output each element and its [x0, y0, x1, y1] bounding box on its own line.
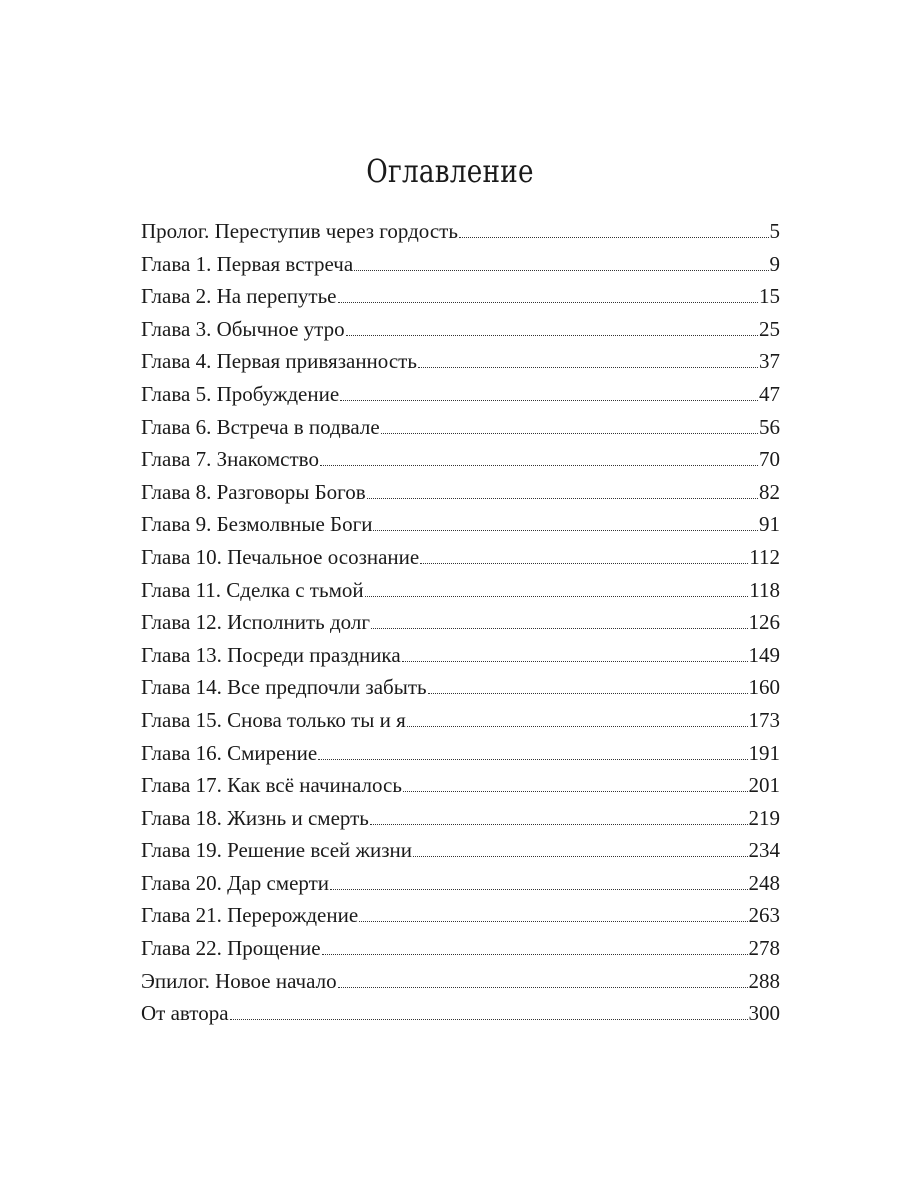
- toc-entry-title: Глава 10. Печальное осознание: [141, 544, 420, 569]
- dot-leader: [381, 433, 758, 434]
- dot-leader: [413, 856, 747, 857]
- toc-entry-title: Глава 4. Первая привязанность: [141, 349, 417, 374]
- toc-entry-title: Глава 6. Встреча в подвале: [141, 414, 380, 439]
- toc-entry-page-number: 234: [748, 838, 780, 863]
- toc-entry: [141, 512, 780, 545]
- page-title: Оглавление: [366, 152, 534, 190]
- toc-entry: [141, 447, 780, 480]
- toc-entry-page-number: 47: [759, 381, 780, 406]
- toc-entry: [141, 610, 780, 643]
- toc-entry-page-number: 56: [759, 414, 780, 439]
- toc-entry: [141, 545, 780, 578]
- toc-entry: [141, 969, 780, 1002]
- toc-entry-page-number: 25: [759, 316, 780, 341]
- dot-leader: [330, 889, 747, 890]
- dot-leader: [338, 987, 748, 988]
- toc-entry-title: Глава 1. Первая встреча: [141, 251, 354, 276]
- toc-entry: [141, 806, 780, 839]
- dot-leader: [370, 824, 748, 825]
- toc-entry-title: Глава 22. Прощение: [141, 936, 321, 961]
- dot-leader: [402, 661, 748, 662]
- toc-entry: [141, 480, 780, 513]
- toc-entry-page-number: 248: [748, 870, 780, 895]
- toc-entry-page-number: 118: [749, 577, 780, 602]
- toc-entry: [141, 643, 780, 676]
- toc-entry-page-number: 300: [748, 1001, 780, 1026]
- toc-entry-page-number: 9: [769, 251, 780, 276]
- toc-entry-title: Глава 14. Все предпочли забыть: [141, 675, 427, 700]
- toc-entry-title: Глава 3. Обычное утро: [141, 316, 345, 341]
- toc-entry: [141, 741, 780, 774]
- toc-entry: [141, 415, 780, 448]
- toc-entry-page-number: 288: [748, 968, 780, 993]
- toc-entry-page-number: 112: [749, 544, 780, 569]
- toc-entry: [141, 219, 780, 252]
- dot-leader: [354, 270, 768, 271]
- toc-entry: [141, 252, 780, 285]
- toc-entry-page-number: 5: [769, 219, 780, 243]
- toc-entry-title: Глава 8. Разговоры Богов: [141, 479, 366, 504]
- toc-entry: [141, 1001, 780, 1034]
- toc-entry-page-number: 37: [759, 349, 780, 374]
- toc-entry-title: Глава 21. Перерождение: [141, 903, 359, 928]
- toc-entry: [141, 317, 780, 350]
- dot-leader: [418, 367, 758, 368]
- table-of-contents: [141, 219, 780, 1034]
- toc-entry: [141, 773, 780, 806]
- dot-leader: [346, 335, 758, 336]
- toc-entry: [141, 675, 780, 708]
- toc-entry: [141, 903, 780, 936]
- toc-entry-title: Глава 11. Сделка с тьмой: [141, 577, 364, 602]
- toc-entry-page-number: 173: [748, 707, 780, 732]
- toc-entry-title: Глава 5. Пробуждение: [141, 381, 340, 406]
- toc-entry-title: Глава 9. Безмолвные Боги: [141, 512, 373, 537]
- toc-entry-page-number: 219: [748, 805, 780, 830]
- dot-leader: [367, 498, 758, 499]
- dot-leader: [340, 400, 758, 401]
- toc-entry-title: Глава 7. Знакомство: [141, 447, 319, 472]
- toc-entry-title: Глава 13. Посреди праздника: [141, 642, 401, 667]
- toc-entry-title: Глава 17. Как всё начиналось: [141, 773, 402, 798]
- toc-entry-title: Глава 15. Снова только ты и я: [141, 707, 406, 732]
- dot-leader: [318, 759, 747, 760]
- toc-entry-page-number: 160: [748, 675, 780, 700]
- dot-leader: [420, 563, 748, 564]
- toc-entry: [141, 349, 780, 382]
- toc-entry-title: Глава 2. На перепутье: [141, 284, 337, 309]
- toc-entry-title: Глава 12. Исполнить долг: [141, 610, 370, 635]
- toc-entry-page-number: 201: [748, 773, 780, 798]
- dot-leader: [322, 954, 748, 955]
- dot-leader: [403, 791, 748, 792]
- toc-entry-page-number: 91: [759, 512, 780, 537]
- toc-entry-title: Глава 18. Жизнь и смерть: [141, 805, 369, 830]
- dot-leader: [428, 693, 748, 694]
- toc-entry-page-number: 278: [748, 936, 780, 961]
- toc-entry-title: Глава 20. Дар смерти: [141, 870, 330, 895]
- toc-entry: [141, 284, 780, 317]
- toc-entry: [141, 838, 780, 871]
- toc-entry: [141, 578, 780, 611]
- toc-entry-page-number: 191: [748, 740, 780, 765]
- toc-entry: [141, 708, 780, 741]
- dot-leader: [320, 465, 758, 466]
- toc-entry-page-number: 82: [759, 479, 780, 504]
- dot-leader: [230, 1019, 748, 1020]
- dot-leader: [459, 237, 769, 238]
- toc-entry-page-number: 149: [748, 642, 780, 667]
- toc-entry-page-number: 15: [759, 284, 780, 309]
- dot-leader: [365, 596, 749, 597]
- toc-entry: [141, 382, 780, 415]
- toc-entry-title: Глава 16. Смирение: [141, 740, 318, 765]
- dot-leader: [371, 628, 748, 629]
- toc-entry-title: От автора: [141, 1001, 229, 1026]
- dot-leader: [338, 302, 758, 303]
- dot-leader: [359, 921, 747, 922]
- toc-entry-title: Глава 19. Решение всей жизни: [141, 838, 413, 863]
- dot-leader: [407, 726, 748, 727]
- toc-entry-page-number: 70: [759, 447, 780, 472]
- dot-leader: [373, 530, 758, 531]
- toc-entry: [141, 871, 780, 904]
- toc-entry-page-number: 126: [748, 610, 780, 635]
- toc-entry-title: Пролог. Переступив через гордость: [141, 219, 458, 243]
- toc-entry-title: Эпилог. Новое начало: [141, 968, 337, 993]
- toc-entry: [141, 936, 780, 969]
- toc-entry-page-number: 263: [748, 903, 780, 928]
